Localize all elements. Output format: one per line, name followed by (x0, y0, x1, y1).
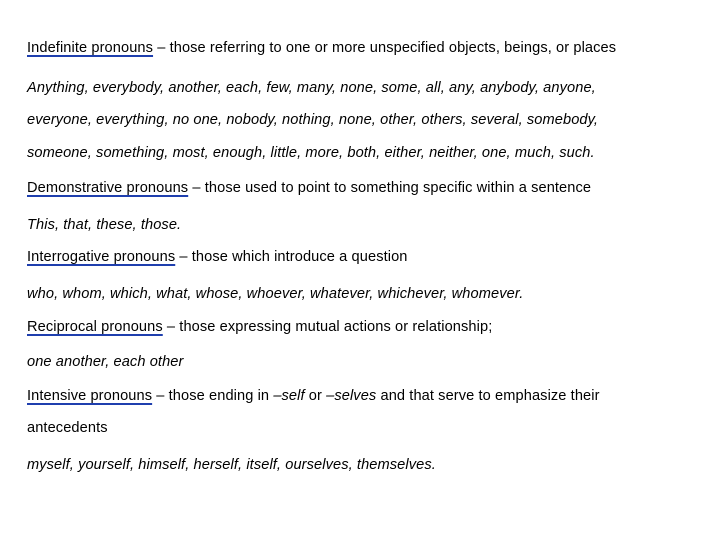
indefinite-term: Indefinite pronouns (27, 40, 154, 56)
demonstrative-definition: – those used to point to something specific within a sentence (188, 180, 592, 196)
indefinite-heading-line (27, 38, 616, 58)
indefinite-examples-line-3: someone, something, most, enough, little, more, both, either, neither, one, much, such. (27, 145, 595, 161)
intensive-definition-after: and that serve to emphasize their (376, 388, 600, 404)
demonstrative-examples-line: This, that, these, those. (27, 217, 182, 233)
indefinite-examples-line-2: everyone, everything, no one, nobody, nothing, none, other, others, several, somebody, (27, 112, 599, 128)
reciprocal-examples-line: one another, each other (27, 354, 184, 370)
interrogative-heading-line (27, 247, 408, 267)
reciprocal-heading-line (27, 317, 492, 337)
slide-content (27, 0, 707, 540)
reciprocal-definition: – those expressing mutual actions or relationship; (162, 319, 493, 335)
intensive-suffix-selves: –selves (326, 388, 377, 404)
demonstrative-heading-line (27, 178, 591, 198)
intensive-heading-line (27, 386, 600, 406)
intensive-definition-before: – those ending in (152, 388, 274, 404)
intensive-definition-or: or (304, 388, 327, 404)
interrogative-term: Interrogative pronouns (27, 249, 176, 265)
intensive-examples-line: myself, yourself, himself, herself, itself, ourselves, themselves. (27, 457, 436, 473)
intensive-suffix-self: –self (273, 388, 305, 404)
reciprocal-term: Reciprocal pronouns (27, 319, 163, 335)
demonstrative-term: Demonstrative pronouns (27, 180, 189, 196)
indefinite-examples-line-1: Anything, everybody, another, each, few, many, none, some, all, any, anybody, anyone, (27, 80, 596, 96)
interrogative-definition: – those which introduce a question (175, 249, 408, 265)
interrogative-examples-line: who, whom, which, what, whose, whoever, whatever, whichever, whomever. (27, 286, 524, 302)
intensive-term: Intensive pronouns (27, 388, 153, 404)
intensive-definition-line-2: antecedents (27, 420, 108, 436)
indefinite-definition: – those referring to one or more unspecified objects, beings, or places (153, 40, 617, 56)
